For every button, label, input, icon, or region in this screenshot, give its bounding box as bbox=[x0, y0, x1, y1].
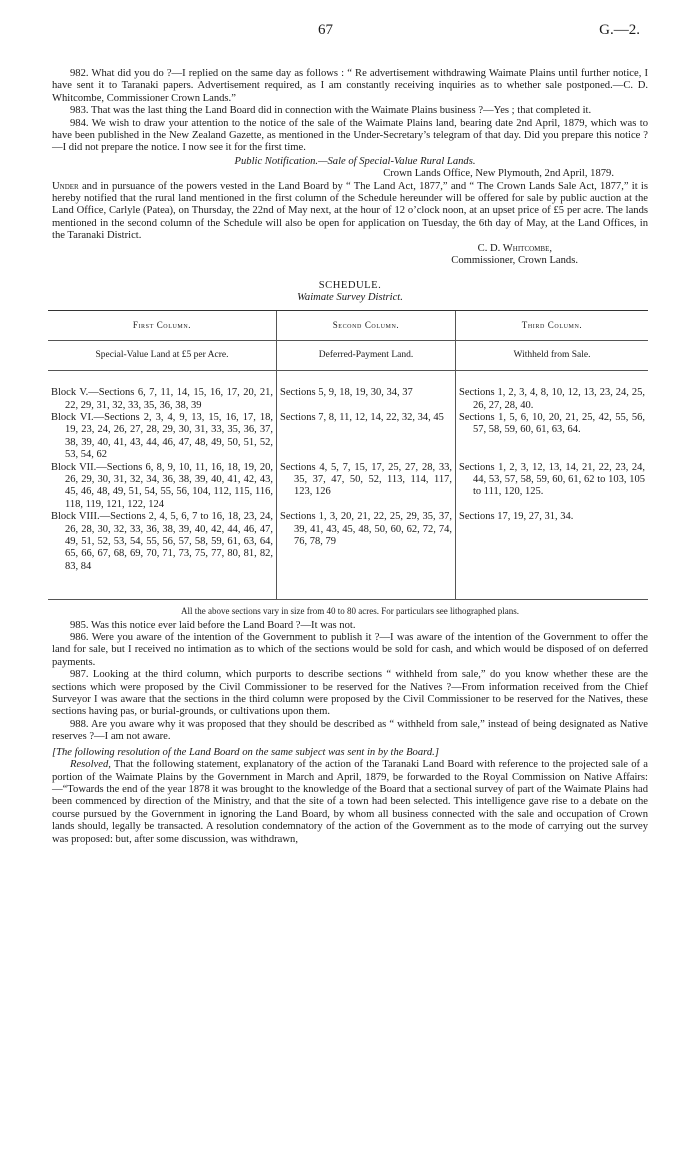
schedule-spacer bbox=[48, 371, 648, 388]
paragraph-q985: 985. Was this notice ever laid before the Land Board ?—It was not. bbox=[70, 619, 356, 631]
schedule-table bbox=[48, 310, 648, 600]
cell-block-v-third: Sections 1, 2, 3, 4, 8, 10, 12, 13, 23, 24, 25, 26, 27, 28, 40. bbox=[459, 387, 645, 411]
cell-block-vi-third: Sections 1, 5, 6, 10, 20, 21, 25, 42, 55, 56, 57, 58, 59, 60, 61, 63, 64. bbox=[459, 411, 645, 436]
paragraph-q983: 983. That was the last thing the Land Board did in connection with the Waimate Plains business ?—Yes ; that completed it. bbox=[70, 105, 592, 117]
column-header-second: Second Column. bbox=[277, 311, 456, 340]
column-header-third: Third Column. bbox=[456, 311, 649, 340]
page-body bbox=[52, 68, 648, 846]
table-row bbox=[48, 412, 648, 462]
cell-block-viii-first: Block VIII.—Sections 2, 4, 5, 6, 7 to 16, 18, 23, 24, 26, 28, 30, 32, 33, 36, 38, 39, 40, 42, 44, 46, 47, 49, 51, 52, 53, 54, 55, 56, 57, 58, 59, 61, 63, 64, 65, 66, 67, 68, 69, 70, 71, 73, 75, 77, 80, 81, 82, 83, 84 bbox=[51, 511, 273, 572]
resolution-lead: Resolved, bbox=[70, 759, 111, 771]
paragraph-q987: 987. Looking at the third column, which purports to describe sections “ withheld from sale,” do you know whether these are the sections which were proposed by the Civil Commissioner to be reserved for the Natives ?—From information received from the Chief Surveyor I was aware that the sections in the third column were proposed by the Civil Commissioner to be reserved for the Natives, these sections having pas, or burial-grounds, or cultivations upon them. bbox=[52, 669, 648, 718]
notice-signature-name: C. D. Whitcombe, bbox=[477, 242, 552, 254]
column-header-first: First Column. bbox=[48, 311, 277, 340]
notice-body bbox=[52, 181, 648, 243]
notice-place-date: Crown Lands Office, New Plymouth, 2nd April, 1879. bbox=[383, 168, 614, 180]
paragraph-q984: 984. We wish to draw your attention to the notice of the sale of the Waimate Plains land, bearing date 2nd April, 1879, which was to have been published in the New Zealand Gazette, as mentioned in the Under-Secretary’s telegram of that day. Did you prepare this notice ?—I did not prepare the notice. I now see it for the first time. bbox=[52, 117, 648, 154]
schedule-district: Waimate Survey District. bbox=[297, 291, 403, 303]
document-reference: G.—2. bbox=[599, 22, 640, 38]
cell-block-vii-first: Block VII.—Sections 6, 8, 9, 10, 11, 16, 18, 19, 20, 26, 29, 30, 31, 32, 34, 36, 38, 39, 40, 41, 42, 43, 45, 46, 48, 49, 51, 54, 55, 56, 104, 112, 115, 116, 118, 119, 121, 122, 124 bbox=[51, 461, 273, 510]
notice-body-lead: Under bbox=[52, 180, 79, 192]
resolution-bracket-note: [The following resolution of the Land Board on the same subject was sent in by the Board.] bbox=[52, 746, 439, 758]
notice-body-text: and in pursuance of the powers vested in the Land Board by “ The Land Act, 1877,” and “ The Crown Lands Sale Act, 1877,” it is hereby notified that the rural land mentioned in the first column of the Schedule hereunder will be offered for sale by public auction at the Land Office, Carlyle (Patea), on Thursday, the 22nd of May next, at the hour of 12 o’clock noon, at an upset price of £5 per acre. The lands mentioned in the second column of the Schedule will also be open for application on Tuesday, the 6th day of May, at the Land Offices, in the Taranaki District. bbox=[52, 180, 648, 242]
schedule-subheaders bbox=[48, 340, 648, 370]
schedule-title: SCHEDULE. bbox=[318, 279, 382, 291]
subheader-third: Withheld from Sale. bbox=[456, 340, 649, 370]
schedule-note: All the above sections vary in size from 40 to 80 acres. For particulars see lithographed plans. bbox=[181, 606, 519, 617]
page-number: 67 bbox=[318, 22, 333, 38]
cell-block-vi-second: Sections 7, 8, 11, 12, 14, 22, 32, 34, 45 bbox=[280, 411, 444, 423]
cell-block-vii-second: Sections 4, 5, 7, 15, 17, 25, 27, 28, 33, 35, 37, 47, 50, 52, 113, 114, 117, 123, 126 bbox=[280, 461, 452, 498]
cell-block-vii-third: Sections 1, 2, 3, 12, 13, 14, 21, 22, 23, 24, 44, 53, 57, 58, 59, 60, 61, 62 to 103, 105 to 111, 120, 125. bbox=[459, 461, 645, 498]
page-header bbox=[0, 22, 700, 44]
notice-heading: Public Notification.—Sale of Special-Value Rural Lands. bbox=[234, 155, 476, 167]
cell-block-v-first: Block V.—Sections 6, 7, 11, 14, 15, 16, 17, 20, 21, 22, 29, 31, 32, 33, 35, 36, 38, 39 bbox=[51, 387, 273, 411]
table-row bbox=[48, 511, 648, 600]
paragraph-q988: 988. Are you aware why it was proposed that they should be described as “ withheld from sale,” instead of being designated as Native reserves ?—I am not aware. bbox=[52, 718, 648, 743]
table-row bbox=[48, 462, 648, 512]
cell-block-vi-first: Block VI.—Sections 2, 3, 4, 9, 13, 15, 16, 17, 18, 19, 23, 24, 26, 27, 28, 29, 30, 31, 33, 35, 36, 37, 38, 39, 40, 41, 43, 44, 46, 47, 48, 49, 50, 51, 52, 53, 54, 62 bbox=[51, 411, 273, 461]
subheader-second: Deferred-Payment Land. bbox=[277, 340, 456, 370]
notice-signature-title: Commissioner, Crown Lands. bbox=[451, 255, 578, 267]
resolution-text: That the following statement, explanatory of the action of the Taranaki Land Board with reference to the projected sale of a portion of the Waimate Plains by the Government in March and April, 1879, be forwarded to the Royal Commission on Native Affairs:—“Towards the end of the year 1878 it was brought to the knowledge of the Board that a sectional survey of part of the Waimate Plains had been commenced by direction of the Ministry, and that the site of a town had been selected. This intelligence gave rise to a debate on the course pursued by the Government in ignoring the Land Board, by whom all business connected with the sale and occupation of Crown lands should, legally be transacted. A resolution condemnatory of the action of the Government as to the mode of carrying out the survey was proposed: but, after some discussion, was withdrawn, bbox=[52, 759, 648, 845]
cell-block-viii-third: Sections 17, 19, 27, 31, 34. bbox=[459, 511, 574, 523]
schedule-column-headers bbox=[48, 311, 648, 340]
paragraph-q986: 986. Were you aware of the intention of the Government to publish it ?—I was aware of the intention of the Government to offer the land for sale, but I received no intimation as to which of the sections would be sold for cash, and which would be disposed of on deferred payments. bbox=[52, 632, 648, 668]
paragraph-q982: 982. What did you do ?—I replied on the same day as follows : “ Re advertisement withdrawing Waimate Plains until further notice, I have sent it to Taranaki papers. Advertisement required, as I am constantly receiving inquiries as to whether sale postponed.—C. D. Whitcombe, Commissioner Crown Lands.” bbox=[52, 68, 648, 104]
table-row bbox=[48, 387, 648, 412]
cell-block-v-second: Sections 5, 9, 18, 19, 30, 34, 37 bbox=[280, 387, 413, 399]
cell-block-viii-second: Sections 1, 3, 20, 21, 22, 25, 29, 35, 37, 39, 41, 43, 45, 48, 50, 60, 62, 72, 74, 76, 78, 79 bbox=[280, 511, 452, 547]
subheader-first: Special-Value Land at £5 per Acre. bbox=[48, 340, 277, 370]
resolution-paragraph bbox=[52, 759, 648, 846]
